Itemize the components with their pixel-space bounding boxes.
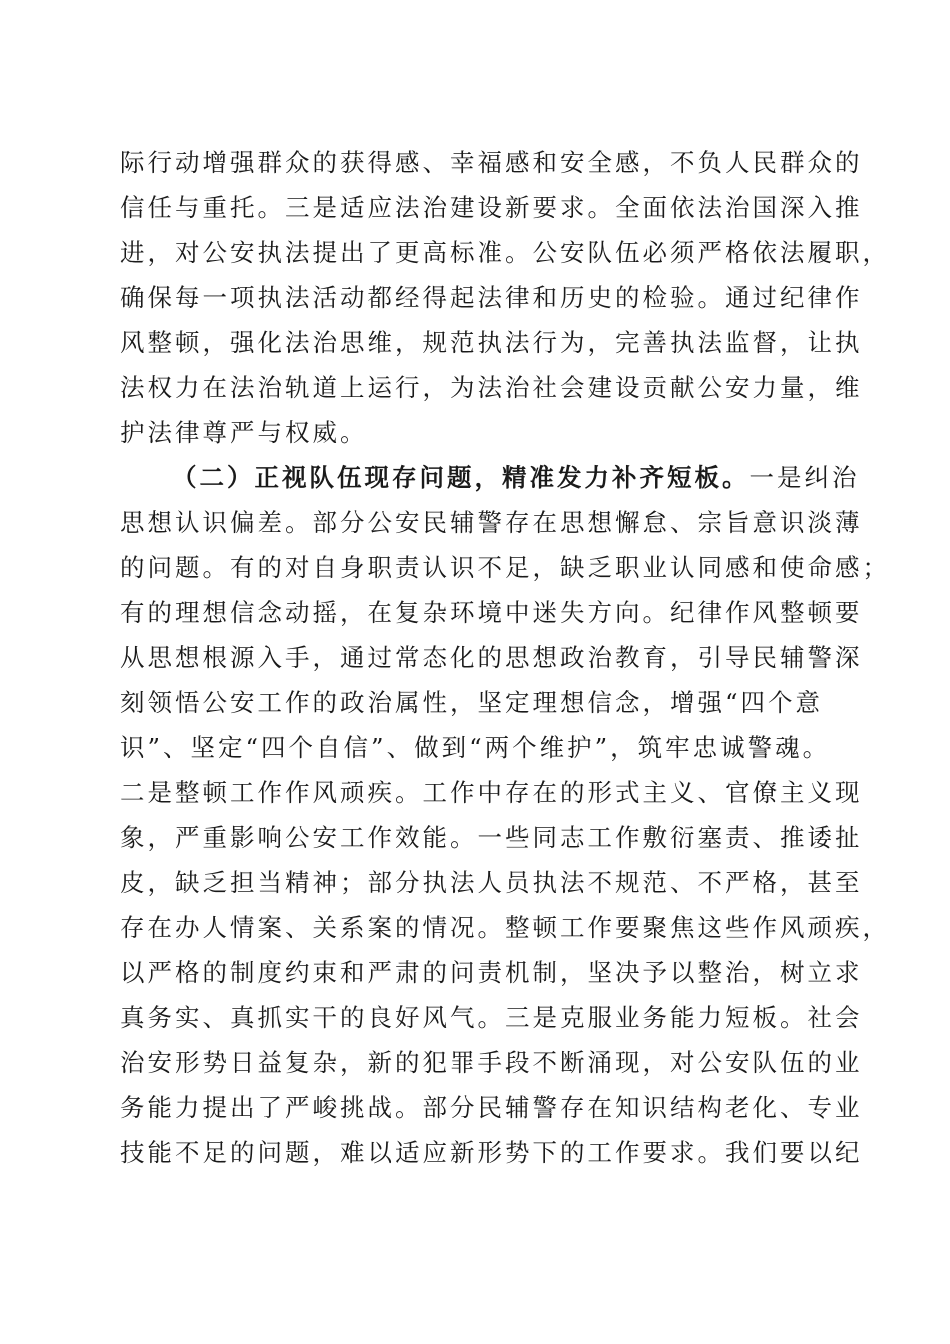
section-heading: （二）正视队伍现存问题，精准发力补齐短板。 (172, 463, 750, 492)
text-line: 护法律尊严与权威。 (120, 418, 368, 447)
text-line: 识”、坚定“四个自信”、做到“两个维护”，筑牢忠诚警魂。 (120, 733, 831, 762)
text-line: 以严格的制度约束和严肃的问责机制，坚决予以整治，树立求 (120, 958, 863, 987)
text-line: 确保每一项执法活动都经得起法律和历史的检验。通过纪律作 (120, 283, 863, 312)
text-line: 存在办人情案、关系案的情况。整顿工作要聚焦这些作风顽疾， (120, 913, 890, 942)
text-line: 治安形势日益复杂，新的犯罪手段不断涌现，对公安队伍的业 (120, 1048, 863, 1077)
text-line: 从思想根源入手，通过常态化的思想政治教育，引导民辅警深 (120, 643, 863, 672)
text-line: 二是整顿工作作风顽疾。工作中存在的形式主义、官僚主义现 (120, 778, 863, 807)
text-line: 有的理想信念动摇，在复杂环境中迷失方向。纪律作风整顿要 (120, 598, 863, 627)
text-line: 风整顿，强化法治思维，规范执法行为，完善执法监督，让执 (120, 328, 863, 357)
text-line: 法权力在法治轨道上运行，为法治社会建设贡献公安力量，维 (120, 373, 863, 402)
text-line: 真务实、真抓实干的良好风气。三是克服业务能力短板。社会 (120, 1003, 863, 1032)
text-line: 际行动增强群众的获得感、幸福感和安全感，不负人民群众的 (120, 148, 863, 177)
section-lead: 一是纠治 (749, 463, 860, 492)
text-line: 信任与重托。三是适应法治建设新要求。全面依法治国深入推 (120, 193, 863, 222)
text-line: 技能不足的问题，难以适应新形势下的工作要求。我们要以纪 (120, 1138, 863, 1167)
text-line: 象，严重影响公安工作效能。一些同志工作敷衍塞责、推诿扯 (120, 823, 863, 852)
text-line: 务能力提出了严峻挑战。部分民辅警存在知识结构老化、专业 (120, 1093, 863, 1122)
text-line: 的问题。有的对自身职责认识不足，缺乏职业认同感和使命感； (120, 553, 890, 582)
body-text (120, 140, 890, 1175)
text-line: 刻领悟公安工作的政治属性，坚定理想信念，增强“四个意 (120, 688, 824, 717)
text-line: 思想认识偏差。部分公安民辅警存在思想懈怠、宗旨意识淡薄 (120, 508, 863, 537)
section-heading-line (120, 455, 860, 500)
text-line: 进，对公安执法提出了更高标准。公安队伍必须严格依法履职， (120, 238, 890, 267)
text-line: 皮，缺乏担当精神；部分执法人员执法不规范、不严格，甚至 (120, 868, 863, 897)
